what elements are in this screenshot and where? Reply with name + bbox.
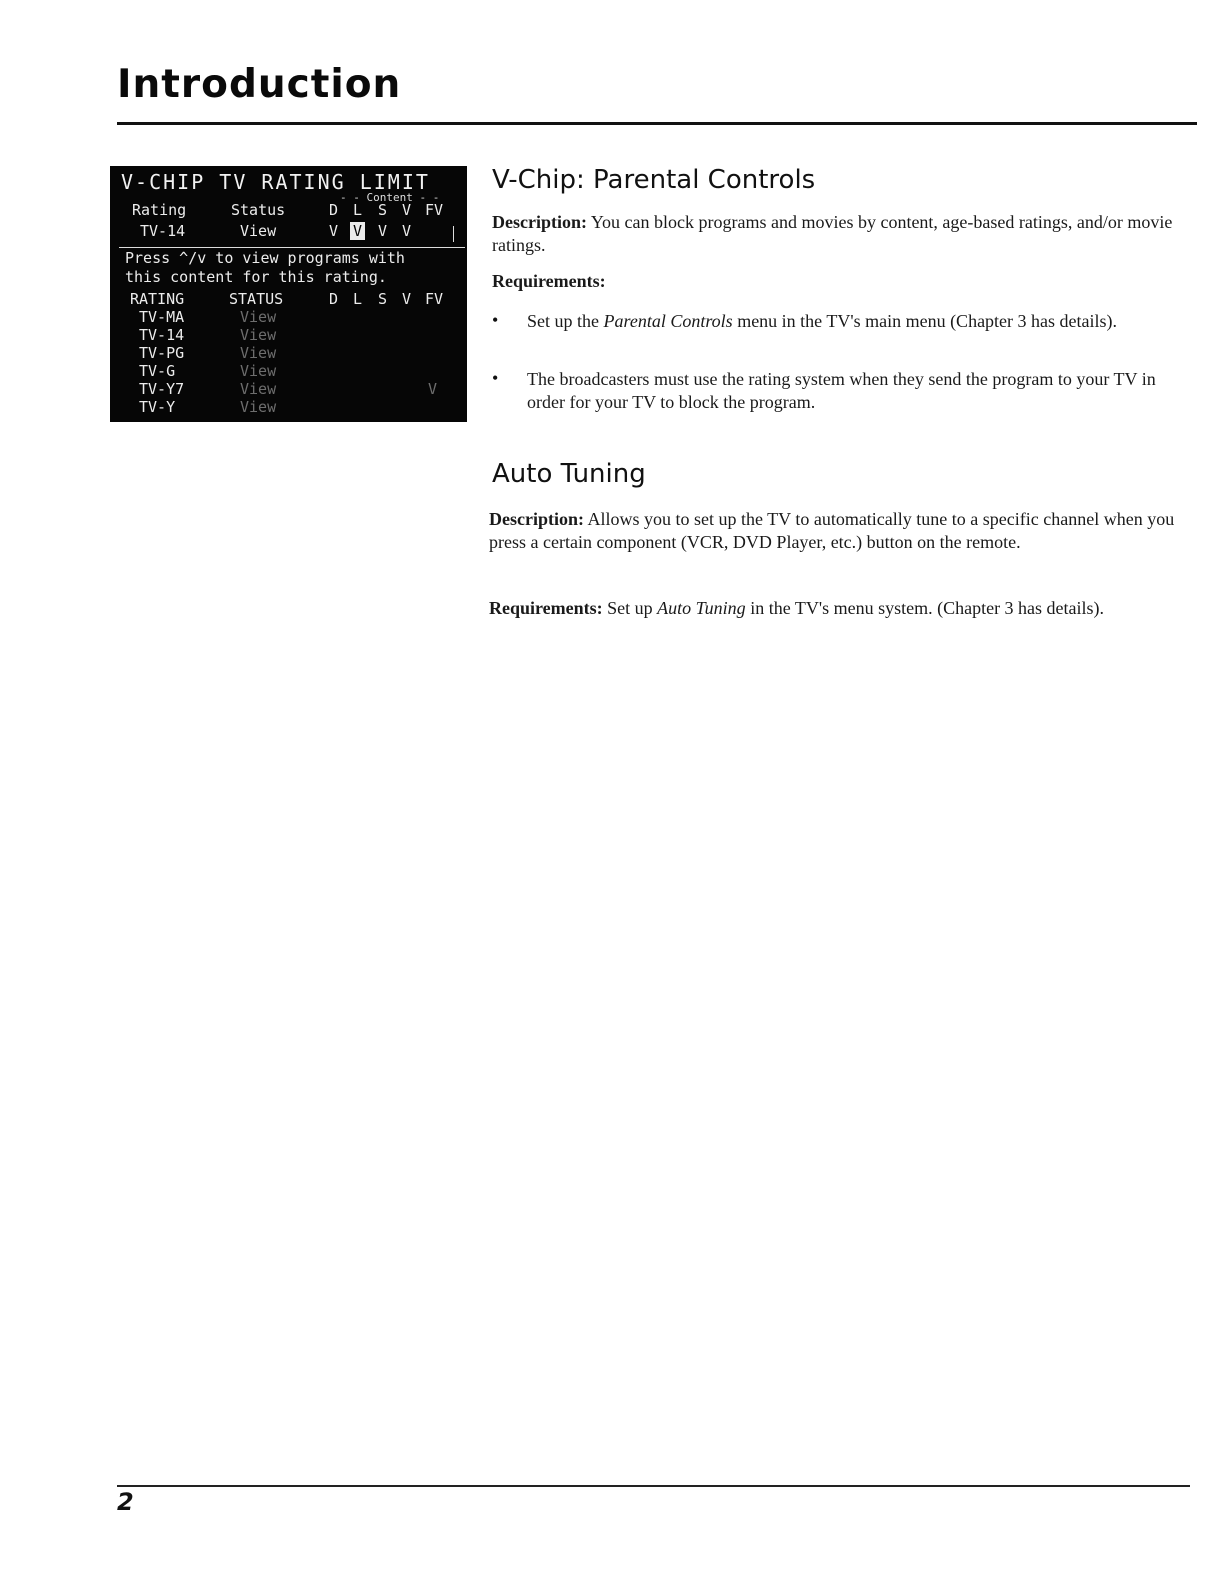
page-number: 2 xyxy=(117,1488,134,1516)
current-status: View xyxy=(240,222,277,240)
footer-rule xyxy=(117,1485,1190,1487)
col-v: V xyxy=(402,201,412,219)
requirement-text: Set up the xyxy=(527,311,604,331)
current-l-selected[interactable]: V xyxy=(350,222,365,240)
row-rating: TV-14 xyxy=(139,326,185,344)
title-rule xyxy=(117,122,1197,125)
col-s: S xyxy=(378,201,388,219)
row-rating: TV-Y7 xyxy=(139,380,185,398)
table-col-s: S xyxy=(378,290,388,308)
table-col-d: D xyxy=(329,290,339,308)
bullet-icon: • xyxy=(492,368,499,388)
current-d: V xyxy=(329,222,339,240)
col-fv: FV xyxy=(425,201,444,219)
row-rating: TV-PG xyxy=(139,344,185,362)
row-status: View xyxy=(240,308,277,326)
requirement-item xyxy=(527,310,1167,333)
row-status: View xyxy=(240,380,277,398)
description-label: Description: xyxy=(489,509,584,529)
help-line-1: Press ^/v to view programs with xyxy=(125,249,405,267)
menu-name: Auto Tuning xyxy=(657,598,746,618)
cursor-tick xyxy=(453,226,454,242)
row-status: View xyxy=(240,326,277,344)
menu-name: Parental Controls xyxy=(603,311,733,331)
row-status: View xyxy=(240,344,277,362)
row-rating: TV-G xyxy=(139,362,176,380)
tv-screen-title: V-CHIP TV RATING LIMIT xyxy=(121,170,430,194)
current-rating: TV-14 xyxy=(140,222,186,240)
col-rating: Rating xyxy=(132,201,187,219)
col-status: Status xyxy=(231,201,286,219)
description-label: Description: xyxy=(492,212,587,232)
table-col-status: STATUS xyxy=(229,290,284,308)
auto-tuning-requirements xyxy=(489,597,1129,620)
requirement-text: in the TV's menu system. (Chapter 3 has details). xyxy=(745,598,1105,618)
description-text: Allows you to set up the TV to automatically tune to a specific channel when you press a certain component (VCR, DVD Player, etc.) button on the remote. xyxy=(489,509,1175,552)
table-col-fv: FV xyxy=(425,290,444,308)
content-label: - - Content - - xyxy=(340,191,440,204)
bullet-icon: • xyxy=(492,310,499,330)
row-rating: TV-MA xyxy=(139,308,185,326)
requirements-label: Requirements: xyxy=(492,271,606,291)
help-line-2: this content for this rating. xyxy=(125,268,387,286)
row-rating: TV-Y xyxy=(139,398,176,416)
table-col-v: V xyxy=(402,290,412,308)
tv-divider xyxy=(119,247,465,248)
auto-tuning-heading: Auto Tuning xyxy=(492,459,646,489)
requirement-item: The broadcasters must use the rating system when they send the program to your TV in order for your TV to block the program. xyxy=(527,369,1156,412)
row-status: View xyxy=(240,362,277,380)
current-s: V xyxy=(378,222,388,240)
page-title: Introduction xyxy=(117,62,402,107)
col-d: D xyxy=(329,201,339,219)
col-l: L xyxy=(353,201,363,219)
vchip-description xyxy=(492,211,1182,257)
row-status: View xyxy=(240,398,277,416)
table-col-rating: RATING xyxy=(130,290,185,308)
auto-tuning-description xyxy=(489,508,1189,554)
table-col-l: L xyxy=(353,290,363,308)
requirement-text: menu in the TV's main menu (Chapter 3 has details). xyxy=(732,311,1118,331)
row-fv: V xyxy=(428,380,438,398)
description-text: You can block programs and movies by content, age-based ratings, and/or movie ratings. xyxy=(492,212,1173,255)
requirements-label: Requirements: xyxy=(489,598,603,618)
requirement-text: Set up xyxy=(602,598,658,618)
current-v: V xyxy=(402,222,412,240)
vchip-screen-illustration xyxy=(110,166,467,422)
vchip-heading: V-Chip: Parental Controls xyxy=(492,165,816,195)
